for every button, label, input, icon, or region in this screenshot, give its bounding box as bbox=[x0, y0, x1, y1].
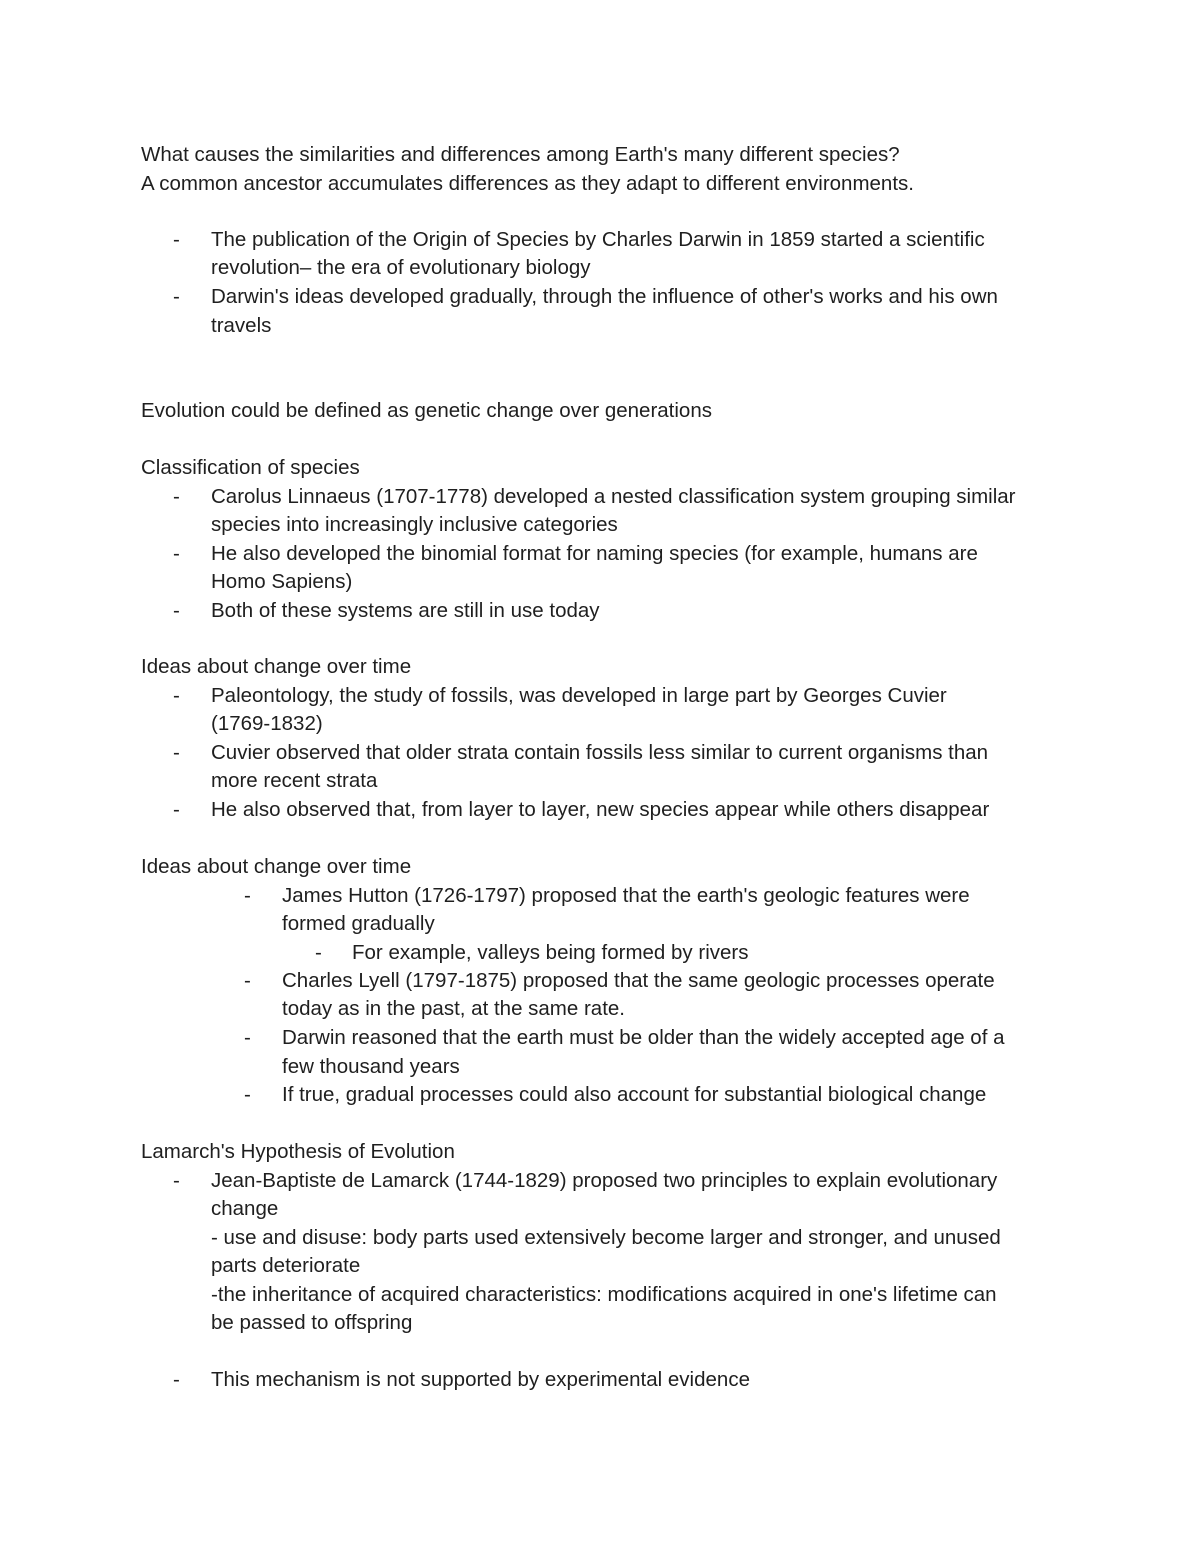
bullet-text: James Hutton (1726-1797) proposed that the earth's geologic features were bbox=[282, 884, 970, 907]
bullet-text: be passed to offspring bbox=[211, 1311, 413, 1334]
bullet-dash: - bbox=[173, 798, 180, 821]
bullet-text: Darwin's ideas developed gradually, through the influence of other's works and his own bbox=[211, 285, 998, 308]
bullet-text: The publication of the Origin of Species by Charles Darwin in 1859 started a scientific bbox=[211, 228, 985, 251]
bullet-text: -the inheritance of acquired characteristics: modifications acquired in one's lifetime can bbox=[211, 1283, 997, 1306]
bullet-dash: - bbox=[173, 1368, 180, 1391]
bullet-text: For example, valleys being formed by rivers bbox=[352, 941, 749, 964]
section-heading-change-over-time: Ideas about change over time bbox=[141, 855, 412, 878]
intro-question: What causes the similarities and differences among Earth's many different species? bbox=[141, 143, 900, 166]
bullet-dash: - bbox=[173, 542, 180, 565]
bullet-dash: - bbox=[173, 228, 180, 251]
bullet-dash: - bbox=[244, 1083, 251, 1106]
bullet-text: parts deteriorate bbox=[211, 1254, 361, 1277]
bullet-dash: - bbox=[244, 1026, 251, 1049]
bullet-text: This mechanism is not supported by experimental evidence bbox=[211, 1368, 750, 1391]
evolution-definition: Evolution could be defined as genetic change over generations bbox=[141, 399, 712, 422]
bullet-dash: - bbox=[244, 969, 251, 992]
bullet-text: Jean-Baptiste de Lamarck (1744-1829) proposed two principles to explain evolutionary bbox=[211, 1169, 998, 1192]
bullet-dash: - bbox=[173, 741, 180, 764]
bullet-text: If true, gradual processes could also account for substantial biological change bbox=[282, 1083, 987, 1106]
bullet-text: - use and disuse: body parts used extensively become larger and stronger, and unused bbox=[211, 1226, 1001, 1249]
bullet-text: Homo Sapiens) bbox=[211, 570, 353, 593]
bullet-text: He also developed the binomial format for naming species (for example, humans are bbox=[211, 542, 978, 565]
bullet-dash: - bbox=[173, 684, 180, 707]
bullet-dash: - bbox=[244, 884, 251, 907]
bullet-text: formed gradually bbox=[282, 912, 435, 935]
bullet-text: Charles Lyell (1797-1875) proposed that the same geologic processes operate bbox=[282, 969, 995, 992]
bullet-text: today as in the past, at the same rate. bbox=[282, 997, 626, 1020]
bullet-dash: - bbox=[173, 599, 180, 622]
bullet-dash: - bbox=[173, 1169, 180, 1192]
bullet-text: change bbox=[211, 1197, 279, 1220]
bullet-text: Carolus Linnaeus (1707-1778) developed a nested classification system grouping similar bbox=[211, 485, 1016, 508]
bullet-text: species into increasingly inclusive categories bbox=[211, 513, 618, 536]
section-heading-classification: Classification of species bbox=[141, 456, 360, 479]
bullet-text: He also observed that, from layer to layer, new species appear while others disappear bbox=[211, 798, 990, 821]
bullet-text: more recent strata bbox=[211, 769, 378, 792]
section-heading-lamarck: Lamarch's Hypothesis of Evolution bbox=[141, 1140, 455, 1163]
section-heading-change-over-time: Ideas about change over time bbox=[141, 655, 412, 678]
bullet-dash: - bbox=[315, 941, 322, 964]
bullet-text: Both of these systems are still in use today bbox=[211, 599, 600, 622]
bullet-text: few thousand years bbox=[282, 1055, 460, 1078]
bullet-text: Cuvier observed that older strata contain fossils less similar to current organisms than bbox=[211, 741, 989, 764]
bullet-dash: - bbox=[173, 285, 180, 308]
intro-answer: A common ancestor accumulates differences as they adapt to different environments. bbox=[141, 172, 914, 195]
bullet-text: Paleontology, the study of fossils, was developed in large part by Georges Cuvier bbox=[211, 684, 947, 707]
bullet-text: (1769-1832) bbox=[211, 712, 323, 735]
bullet-text: Darwin reasoned that the earth must be older than the widely accepted age of a bbox=[282, 1026, 1005, 1049]
bullet-text: revolution– the era of evolutionary biology bbox=[211, 256, 591, 279]
bullet-dash: - bbox=[173, 485, 180, 508]
bullet-text: travels bbox=[211, 314, 272, 337]
